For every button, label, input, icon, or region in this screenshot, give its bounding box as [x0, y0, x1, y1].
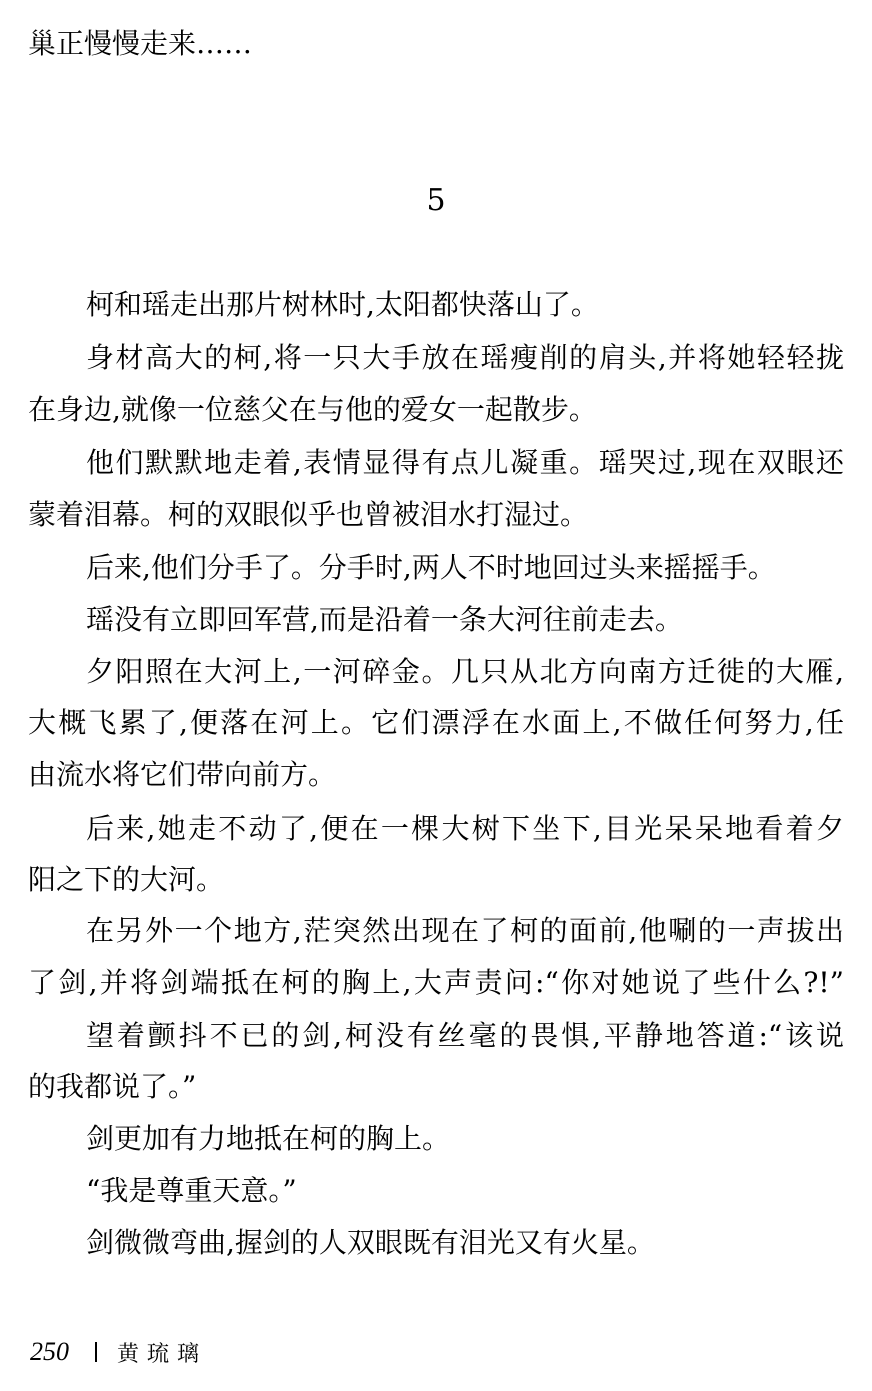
paragraph-line: 柯和瑶走出那片树林时,太阳都快落山了。: [86, 288, 599, 321]
paragraph-line: 夕阳照在大河上,一河碎金。几只从北方向南方迁徙的大雁,: [86, 655, 844, 688]
paragraph-line: 瑶没有立即回军营,而是沿着一条大河往前走去。: [86, 603, 683, 636]
paragraph-line: 后来,她走不动了,便在一棵大树下坐下,目光呆呆地看着夕: [86, 812, 844, 845]
paragraph-line: 的我都说了。”: [28, 1070, 197, 1103]
paragraph-line: 他们默默地走着,表情显得有点儿凝重。瑶哭过,现在双眼还: [86, 446, 844, 479]
paragraph-line: 剑微微弯曲,握剑的人双眼既有泪光又有火星。: [86, 1226, 655, 1259]
paragraph-line: 在另外一个地方,茫突然出现在了柯的面前,他唰的一声拔出: [86, 914, 844, 947]
paragraph-line: 剑更加有力地抵在柯的胸上。: [86, 1122, 451, 1155]
paragraph-line: “我是尊重天意。”: [86, 1174, 297, 1207]
paragraph-line: 阳之下的大河。: [28, 863, 225, 896]
paragraph-line: 由流水将它们带向前方。: [28, 758, 337, 791]
paragraph-line: 在身边,就像一位慈父在与他的爱女一起散步。: [28, 393, 597, 426]
paragraph-line: 蒙着泪幕。柯的双眼似乎也曾被泪水打湿过。: [28, 498, 589, 531]
opening-line: 巢正慢慢走来……: [28, 27, 253, 60]
page-footer: [30, 1334, 207, 1370]
paragraph-line: 望着颤抖不已的剑,柯没有丝毫的畏惧,平静地答道:“该说: [86, 1019, 844, 1052]
paragraph-line: 后来,他们分手了。分手时,两人不时地回过头来摇摇手。: [86, 551, 776, 584]
page-number: 250: [30, 1337, 69, 1366]
author-name: 黄琉璃: [117, 1341, 208, 1367]
chapter-number: 5: [426, 183, 446, 218]
paragraph-line: 大概飞累了,便落在河上。它们漂浮在水面上,不做任何努力,任: [28, 706, 844, 739]
paragraph-line: 身材高大的柯,将一只大手放在瑶瘦削的肩头,并将她轻轻拢: [86, 341, 844, 374]
paragraph-line: 了剑,并将剑端抵在柯的胸上,大声责问:“你对她说了些什么?!”: [28, 966, 844, 999]
footer-divider: [95, 1342, 97, 1362]
